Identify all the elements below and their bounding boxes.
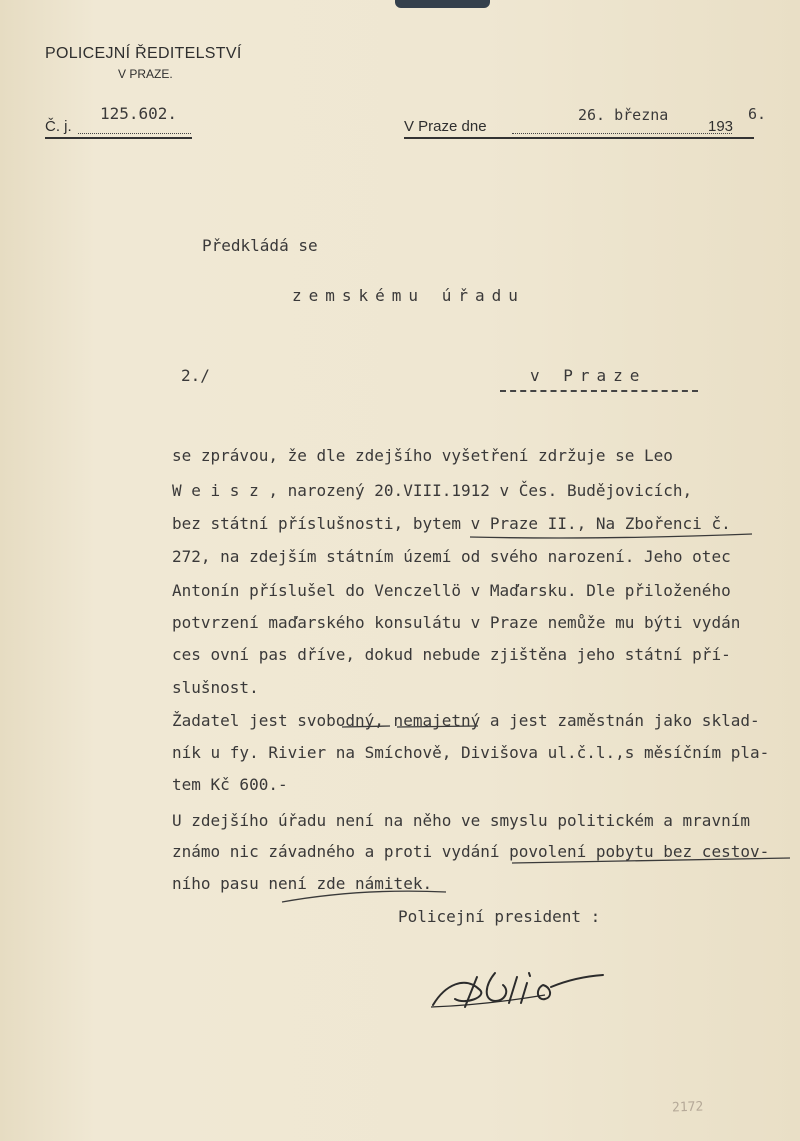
section-number: 2./ [181, 366, 210, 385]
body-line: Antonín příslušel do Venczellö v Maďarsku. Dle přiloženého [172, 581, 731, 600]
body-line: tem Kč 600.- [172, 775, 288, 794]
signature-title: Policejní president : [398, 907, 601, 926]
status-underline-1 [342, 726, 390, 727]
body-line: U zdejšího úřadu není na něho ve smyslu politickém a mravním [172, 811, 750, 830]
date-value: 26. března [578, 106, 669, 124]
body-line: slušnost. [172, 678, 259, 697]
office-name: POLICEJNÍ ŘEDITELSTVÍ [45, 45, 242, 62]
reference-number: 125.602. [100, 104, 178, 123]
office-city: V PRAZE. [118, 67, 173, 81]
body-line: bez státní příslušnosti, bytem v Praze II., Na Zbořenci č. [172, 514, 731, 533]
closing-underline [282, 891, 446, 902]
body-line: známo nic závadného a proti vydání povolení pobytu bez cestov- [172, 842, 770, 861]
year-prefix: 193 [708, 118, 734, 135]
body-line: se zprávou, že dle zdejšího vyšetření zdržuje se Leo [172, 446, 673, 465]
body-line: ník u fy. Rivier na Smíchově, Divišova ul.č.l.,s měsíčním pla- [172, 743, 770, 762]
permit-underline [512, 858, 790, 863]
salutation-line-2: zemskému úřadu [292, 286, 525, 305]
status-underline-2 [397, 726, 478, 727]
body-line: Žadatel jest svobodný, nemajetný a jest zaměstnán jako sklad- [172, 711, 760, 730]
body-line: ces ovní pas dříve, dokud nebude zjištěna jeho státní pří- [172, 645, 731, 664]
body-line: W e i s z , narozený 20.VIII.1912 v Čes. Budějovicích, [172, 481, 693, 500]
handwritten-signature [425, 955, 625, 1025]
archive-stamp: 2172 [671, 1099, 704, 1116]
address-underline [470, 534, 752, 538]
reference-label: Č. j. [45, 118, 72, 135]
year-digit: 6. [748, 105, 767, 123]
body-line: potvrzení maďarského konsulátu v Praze nemůže mu býti vydán [172, 613, 741, 632]
body-line: ního pasu není zde námitek. [172, 874, 433, 893]
salutation-line-1: Předkládá se [202, 236, 318, 255]
body-line: 272, na zdejším státním území od svého narození. Jeho otec [172, 547, 731, 566]
place-label: V Praze dne [404, 118, 487, 135]
recipient-location: v Praze [530, 366, 647, 385]
